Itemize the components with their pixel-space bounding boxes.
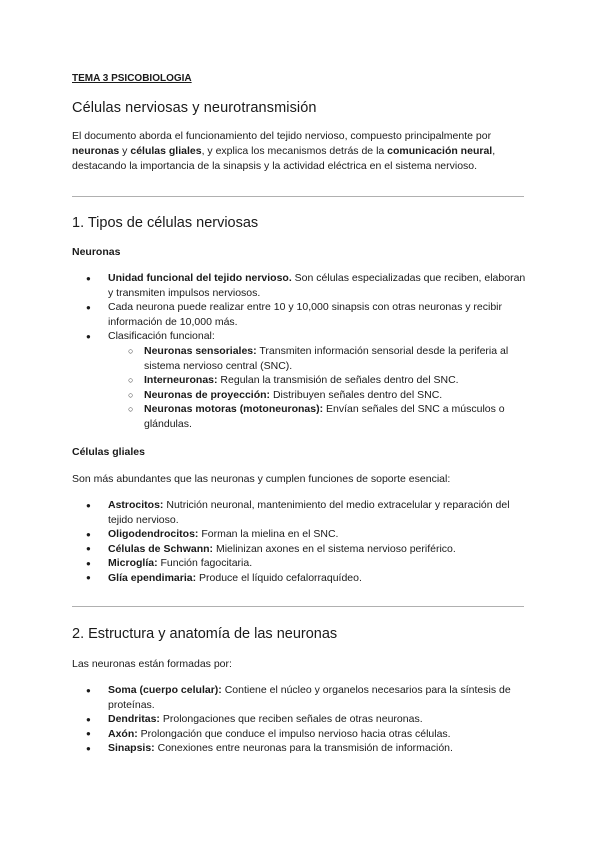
list-item: ● Oligodendrocitos: Forman la mielina en el SNC.: [72, 527, 532, 542]
sub-list-item: ○ Interneuronas: Regulan la transmisión de señales dentro del SNC.: [72, 373, 532, 388]
intro-paragraph: [72, 129, 528, 174]
estructura-list: [72, 683, 532, 756]
divider: [72, 606, 524, 607]
section-2-intro: Las neuronas están formadas por:: [72, 658, 232, 670]
intro-text-3: , y explica los mecanismos detrás de la: [201, 145, 388, 157]
intro-text-2: y: [119, 145, 131, 157]
intro-bold-gliales: células gliales: [130, 145, 202, 157]
list-item: ● Cada neurona puede realizar entre 10 y 10,000 sinapsis con otras neuronas y recibir información de 10,000 más.: [72, 300, 532, 329]
section-1-heading: 1. Tipos de células nerviosas: [72, 215, 259, 231]
sub-list-item: ○ Neuronas motoras (motoneuronas): Envían señales del SNC a músculos o glándulas.: [72, 402, 532, 431]
document-title: Células nerviosas y neurotransmisión: [72, 100, 317, 116]
intro-text-4: , destacando la importancia de la sinapsis y la actividad eléctrica en el sistema nervioso.: [72, 145, 496, 172]
list-item: ● Astrocitos: Nutrición neuronal, mantenimiento del medio extracelular y reparación del tejido nervioso.: [72, 498, 532, 527]
list-item: ● Unidad funcional del tejido nervioso. Son células especializadas que reciben, elaboran y transmiten impulsos nerviosos.: [72, 271, 532, 300]
sub-list-item: ○ Neuronas sensoriales: Transmiten información sensorial desde la periferia al sistema nervioso central (SNC).: [72, 344, 532, 373]
topic-label: TEMA 3 PSICOBIOLOGIA: [72, 73, 192, 84]
list-item: ● Clasificación funcional:: [72, 329, 532, 344]
list-item: ● Microglía: Función fagocitaria.: [72, 556, 532, 571]
gliales-list: [72, 498, 532, 586]
intro-bold-neuronas: neuronas: [72, 145, 120, 157]
list-item: ● Dendritas: Prolongaciones que reciben señales de otras neuronas.: [72, 712, 532, 727]
list-item: ● Axón: Prolongación que conduce el impulso nervioso hacia otras células.: [72, 727, 532, 742]
neuronas-heading: Neuronas: [72, 246, 121, 258]
list-item: ● Glía ependimaria: Produce el líquido cefalorraquídeo.: [72, 571, 532, 586]
list-item: ● Sinapsis: Conexiones entre neuronas para la transmisión de información.: [72, 741, 532, 756]
list-item: ● Células de Schwann: Mielinizan axones en el sistema nervioso periférico.: [72, 542, 532, 557]
sub-list-item: ○ Neuronas de proyección: Distribuyen señales dentro del SNC.: [72, 388, 532, 403]
intro-bold-comunicacion: comunicación neural: [387, 145, 493, 157]
gliales-intro: Son más abundantes que las neuronas y cumplen funciones de soporte esencial:: [72, 473, 451, 485]
intro-text-1: El documento aborda el funcionamiento del tejido nervioso, compuesto principalmente por: [72, 130, 492, 142]
divider: [72, 196, 524, 197]
list-item: ● Soma (cuerpo celular): Contiene el núcleo y organelos necesarios para la síntesis de proteínas.: [72, 683, 532, 712]
gliales-heading: Células gliales: [72, 446, 145, 458]
neuronas-list: [72, 271, 532, 432]
section-2-heading: 2. Estructura y anatomía de las neuronas: [72, 626, 338, 642]
